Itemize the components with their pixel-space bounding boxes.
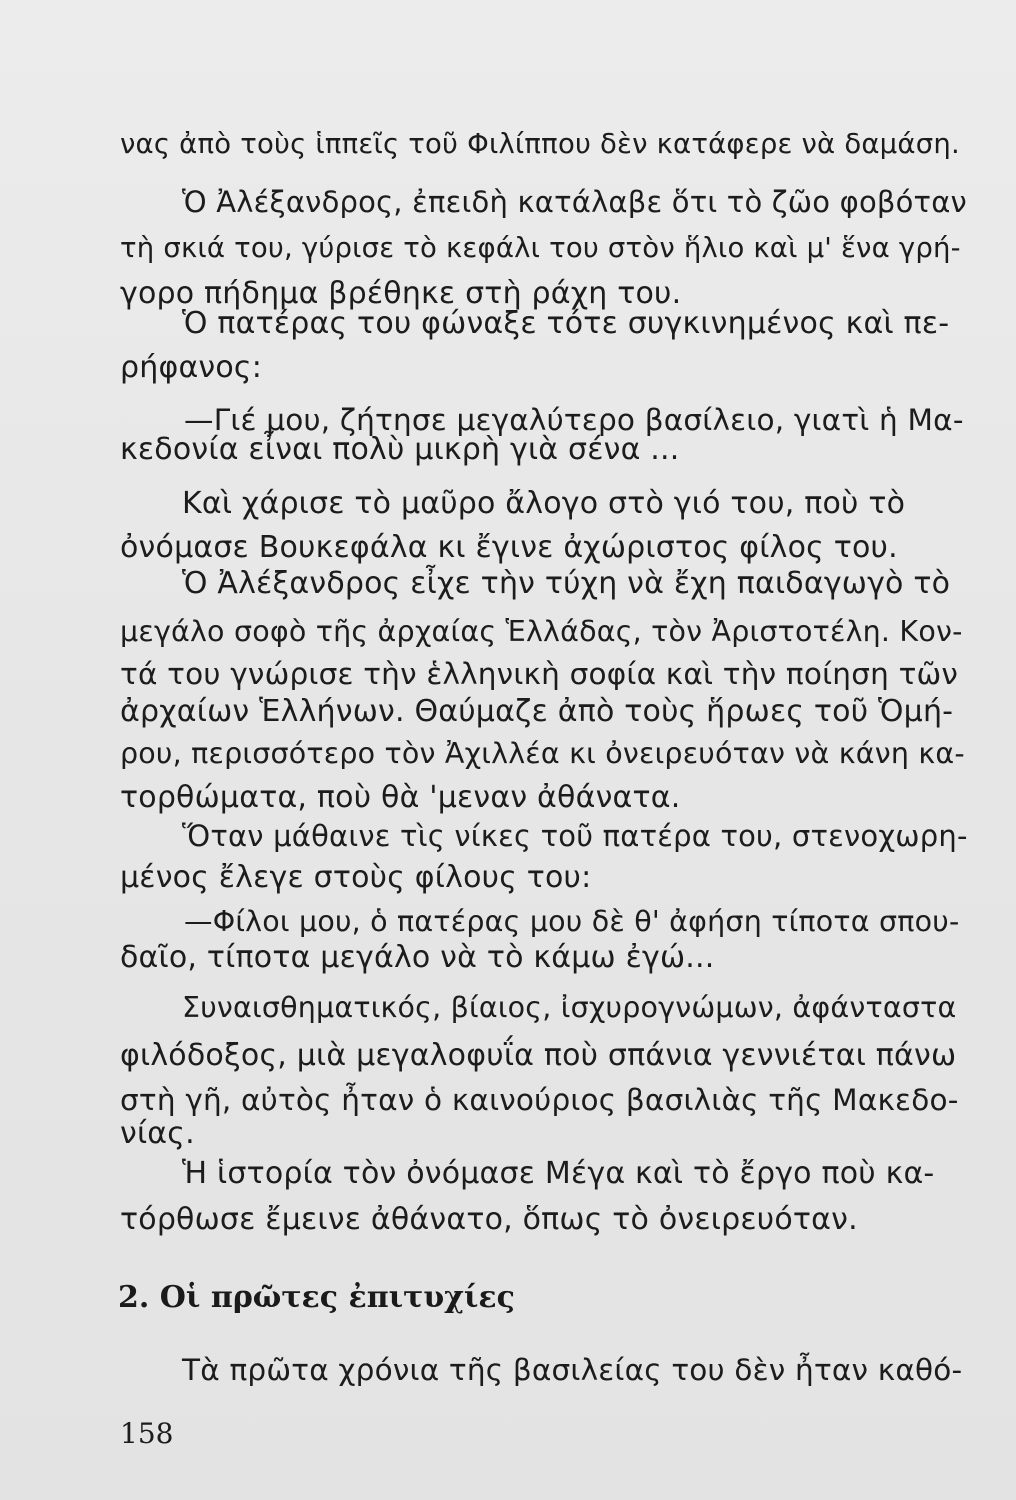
text-line: δαῖο, τίποτα μεγάλο νὰ τὸ κάμω ἐγώ... [120, 940, 715, 975]
text-line: ρου, περισσότερο τὸν Ἀχιλλέα κι ὀνειρευόταν νὰ κάνη κα- [120, 737, 965, 770]
text-line: νίας. [120, 1116, 195, 1151]
text-line: Τὰ πρῶτα χρόνια τῆς βασιλείας του δὲν ἦταν καθό- [182, 1353, 963, 1387]
text-line: κεδονία εἶναι πολὺ μικρὴ γιὰ σένα ... [120, 432, 680, 467]
page-number: 158 [120, 1417, 174, 1450]
text-line: Ὁ Ἀλέξανδρος, ἐπειδὴ κατάλαβε ὅτι τὸ ζῶο φοβόταν [182, 185, 967, 219]
text-line: τά του γνώρισε τὴν ἑλληνικὴ σοφία καὶ τὴν ποίηση τῶν [120, 657, 959, 691]
dialog-line: —Γιέ μου, ζήτησε μεγαλύτερο βασίλειο, γιατὶ ἡ Μα- [184, 403, 964, 437]
text-line: Συναισθηματικός, βίαιος, ἰσχυρογνώμων, ἀφάνταστα [182, 991, 957, 1024]
text-line: Ὅταν μάθαινε τὶς νίκες τοῦ πατέρα του, στενοχωρη- [182, 819, 968, 853]
text-line: νας ἀπὸ τοὺς ἱππεῖς τοῦ Φιλίππου δὲν κατάφερε νὰ δαμάση. [120, 128, 960, 160]
text-line: τόρθωσε ἔμεινε ἀθάνατο, ὅπως τὸ ὀνειρευόταν. [120, 1202, 858, 1237]
text-line: στὴ γῆ, αὐτὸς ἦταν ὁ καινούριος βασιλιὰς τῆς Μακεδο- [120, 1083, 959, 1117]
text-line: Ἡ ἱστορία τὸν ὀνόμασε Μέγα καὶ τὸ ἔργο ποὺ κα- [182, 1156, 935, 1191]
text-line: ρήφανος: [120, 350, 263, 385]
text-line: μεγάλο σοφὸ τῆς ἀρχαίας Ἑλλάδας, τὸν Ἀριστοτέλη. Κον- [120, 615, 963, 648]
text-line: μένος ἔλεγε στοὺς φίλους του: [120, 860, 592, 895]
text-line: ὀνόμασε Βουκεφάλα κι ἔγινε ἀχώριστος φίλος του. [120, 530, 898, 565]
text-line: Καὶ χάρισε τὸ μαῦρο ἄλογο στὸ γιό του, ποὺ τὸ [182, 486, 906, 521]
text-line: Ὁ Ἀλέξανδρος εἶχε τὴν τύχη νὰ ἔχη παιδαγωγὸ τὸ [182, 566, 951, 601]
text-line: ἀρχαίων Ἑλλήνων. Θαύμαζε ἀπὸ τοὺς ἥρωες τοῦ Ὁμή- [120, 694, 954, 729]
text-line: Ὁ πατέρας του φώναξε τότε συγκινημένος καὶ πε- [182, 306, 950, 341]
text-line: φιλόδοξος, μιὰ μεγαλοφυΐα ποὺ σπάνια γεννιέται πάνω [120, 1038, 957, 1073]
text-line: τορθώματα, ποὺ θὰ 'μεναν ἀθάνατα. [120, 780, 681, 815]
section-heading: 2. Οἱ πρῶτες ἐπιτυχίες [118, 1280, 515, 1315]
text-line: τὴ σκιά του, γύρισε τὸ κεφάλι του στὸν ἥλιο καὶ μ' ἕνα γρή- [120, 232, 961, 264]
text-line: γορο πήδημα βρέθηκε στὴ ράχη του. [120, 276, 682, 311]
dialog-line: —Φίλοι μου, ὁ πατέρας μου δὲ θ' ἀφήση τίποτα σπου- [184, 905, 960, 938]
